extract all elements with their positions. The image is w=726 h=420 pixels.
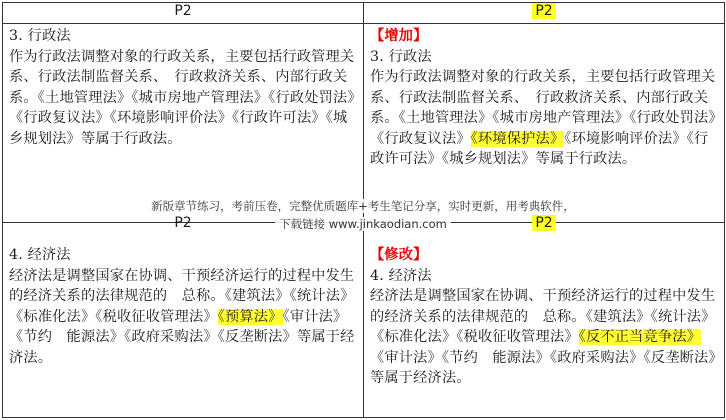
highlighted-law: 《环境保护法》: [470, 130, 565, 147]
row2-left-header: P2: [174, 215, 192, 231]
section-heading: 4. 经济法: [9, 247, 71, 263]
change-tag-modified: 【修改】: [370, 247, 428, 263]
cell-row2-right: [364, 215, 725, 418]
watermark-line-2: 下载链接 www.jinkaodian.com: [275, 217, 451, 231]
section-text: [370, 286, 718, 389]
text-part-b: 《审计法》《节约 能源法》《政府采购法》《反垄断法》等属于经济法。: [370, 349, 716, 386]
text-part-a: 经济法是调整国家在协调、干预经济运行的过程中发生的经济关系的法律规范的 总称。《建筑法》《统计法》《标准化法》《税收征收管理法》: [370, 288, 716, 345]
header-right: [364, 3, 725, 24]
watermark-line-1: 新版章节练习，考前压卷，完整优质题库+考生笔记分享，实时更新，用考典软件，: [147, 199, 579, 213]
text-part-b: 《环境影响评价法》《行政许可法》《城乡规划法》等属于行政法。: [370, 130, 709, 167]
section-heading: 3. 行政法: [9, 28, 71, 44]
header-left: [3, 3, 364, 24]
watermark: [0, 197, 726, 233]
row2-right-header: P2: [532, 215, 555, 231]
section-text: 作为行政法调整对象的行政关系，主要包括行政管理关系、行政法制监督关系、 行政救济关系、内部行政关系。《土地管理法》《城市房地产管理法》《行政处罚法》《行政复议法》《环境影响评价法》《行政许可法》《城乡规划法》等属于行政法。: [9, 48, 355, 147]
highlighted-law: 《预算法》: [217, 308, 283, 325]
header-left-label: P2: [174, 3, 192, 19]
highlighted-law: 《反不正当竞争法》: [578, 329, 702, 345]
section-heading: 3. 行政法: [370, 48, 432, 65]
text-part-a: 经济法是调整国家在协调、干预经济运行的过程中发生的经济关系的法律规范的 总称。《建筑法》《统计法》《标准化法》《税收征收管理法》: [9, 267, 355, 325]
cell-row1-left: [3, 24, 364, 223]
header-right-label: P2: [532, 3, 555, 19]
text-part-a: 作为行政法调整对象的行政关系，主要包括行政管理关系、行政法制监督关系、 行政救济关系、内部行政关系。《土地管理法》《城市房地产管理法》《行政处罚法》《行政复议法》: [370, 69, 716, 147]
cell-row1-right: [364, 24, 725, 223]
section-text: [9, 266, 357, 369]
section-heading: 4. 经济法: [370, 267, 432, 284]
change-tag-added: 【增加】: [370, 28, 428, 44]
section-text: [370, 67, 718, 170]
text-part-b: 《审计法》《节约 能源法》《政府采购法》《反垄断法》等属于经济法。: [9, 308, 355, 366]
